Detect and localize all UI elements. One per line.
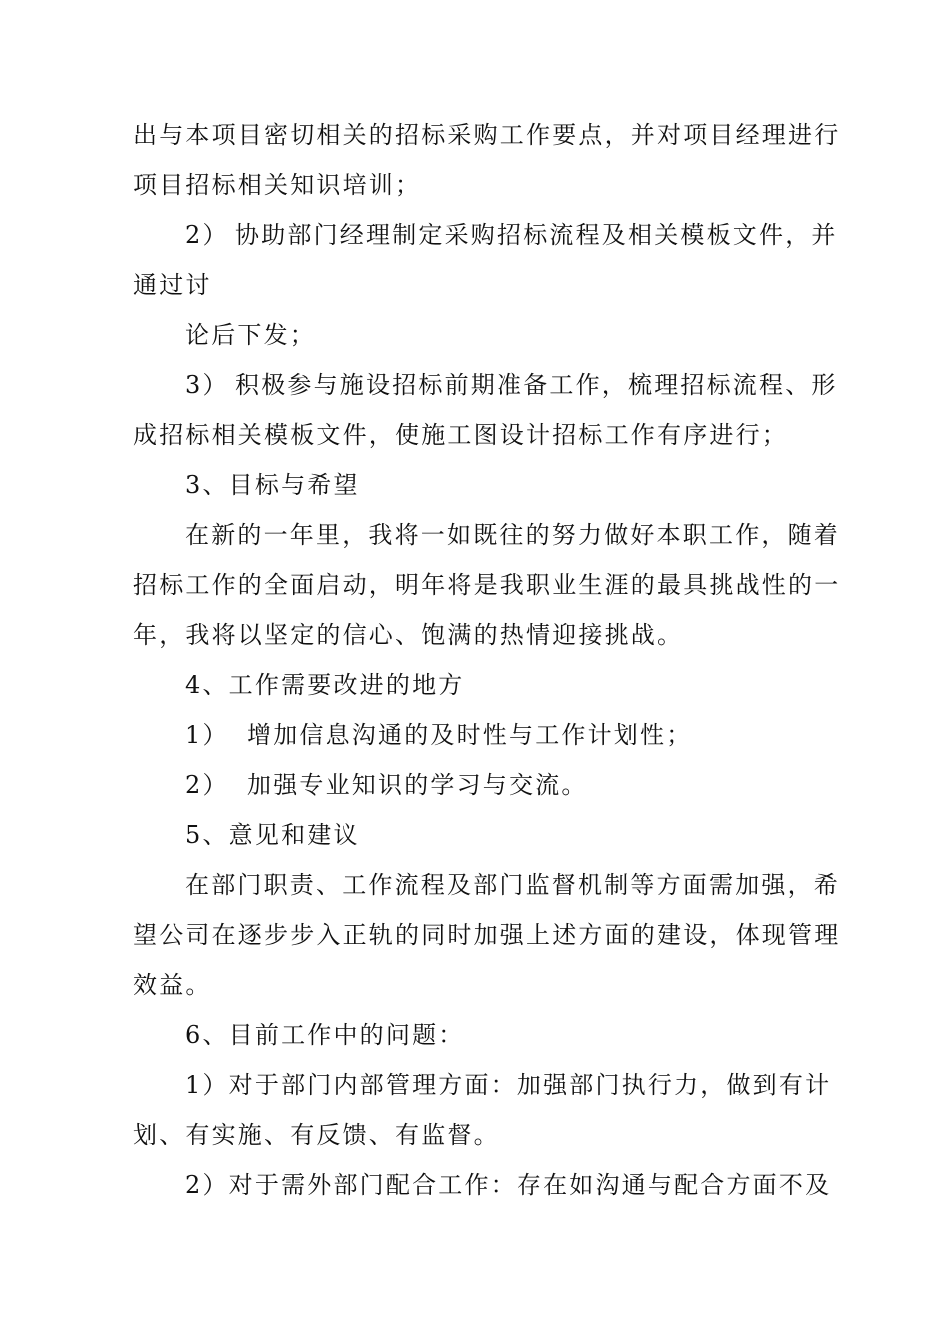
heading-text: 3、目标与希望 (185, 471, 360, 499)
line-text: 效益。 (133, 971, 212, 999)
paragraph-line (133, 120, 840, 150)
paragraph-line (133, 420, 788, 450)
paragraph-line (133, 1120, 500, 1150)
line-text: 在新的一年里，我将一如既往的努力做好本职工作，随着 (185, 521, 840, 549)
list-number: 2） (185, 771, 229, 799)
section-heading (185, 1020, 464, 1050)
paragraph-line (133, 920, 840, 950)
line-text: 论后下发； (185, 321, 316, 349)
line-text: 项目招标相关知识培训； (133, 171, 422, 199)
list-item (185, 770, 588, 800)
paragraph-line (185, 520, 840, 550)
list-item (185, 1070, 831, 1100)
line-text: 协助部门经理制定采购招标流程及相关模板文件，并 (235, 221, 838, 249)
line-text: 增加信息沟通的及时性与工作计划性； (247, 721, 693, 749)
line-text: 通过讨 (133, 271, 212, 299)
list-item (185, 220, 838, 250)
heading-text: 5、意见和建议 (185, 821, 360, 849)
line-text: 年，我将以坚定的信心、饱满的热情迎接挑战。 (133, 621, 684, 649)
line-text: 成招标相关模板文件，使施工图设计招标工作有序进行； (133, 421, 788, 449)
line-text: 在部门职责、工作流程及部门监督机制等方面需加强，希 (185, 871, 840, 899)
line-text: 望公司在逐步步入正轨的同时加强上述方面的建设，体现管理 (133, 921, 841, 949)
paragraph-line (133, 620, 683, 650)
paragraph-line (133, 970, 212, 1000)
list-item (185, 370, 838, 400)
list-item (185, 1170, 831, 1200)
list-number: 2） (185, 221, 229, 249)
paragraph-line (133, 270, 212, 300)
paragraph-line (185, 320, 316, 350)
line-text: 积极参与施设招标前期准备工作，梳理招标流程、形 (235, 371, 838, 399)
line-text: 招标工作的全面启动，明年将是我职业生涯的最具挑战性的一 (133, 571, 841, 599)
line-text: 加强专业知识的学习与交流。 (247, 771, 588, 799)
heading-text: 4、工作需要改进的地方 (185, 671, 465, 699)
paragraph-line (133, 170, 421, 200)
line-text: 2）对于需外部门配合工作：存在如沟通与配合方面不及 (185, 1171, 832, 1199)
list-number: 3） (185, 371, 229, 399)
section-heading (185, 470, 360, 500)
list-number: 1） (185, 721, 229, 749)
line-text: 划、有实施、有反馈、有监督。 (133, 1121, 500, 1149)
list-item (185, 720, 692, 750)
heading-text: 6、目前工作中的问题： (185, 1021, 465, 1049)
section-heading (185, 820, 360, 850)
line-text: 1）对于部门内部管理方面：加强部门执行力，做到有计 (185, 1071, 832, 1099)
paragraph-line (185, 870, 840, 900)
paragraph-line (133, 570, 840, 600)
line-text: 出与本项目密切相关的招标采购工作要点，并对项目经理进行 (133, 121, 841, 149)
section-heading (185, 670, 464, 700)
